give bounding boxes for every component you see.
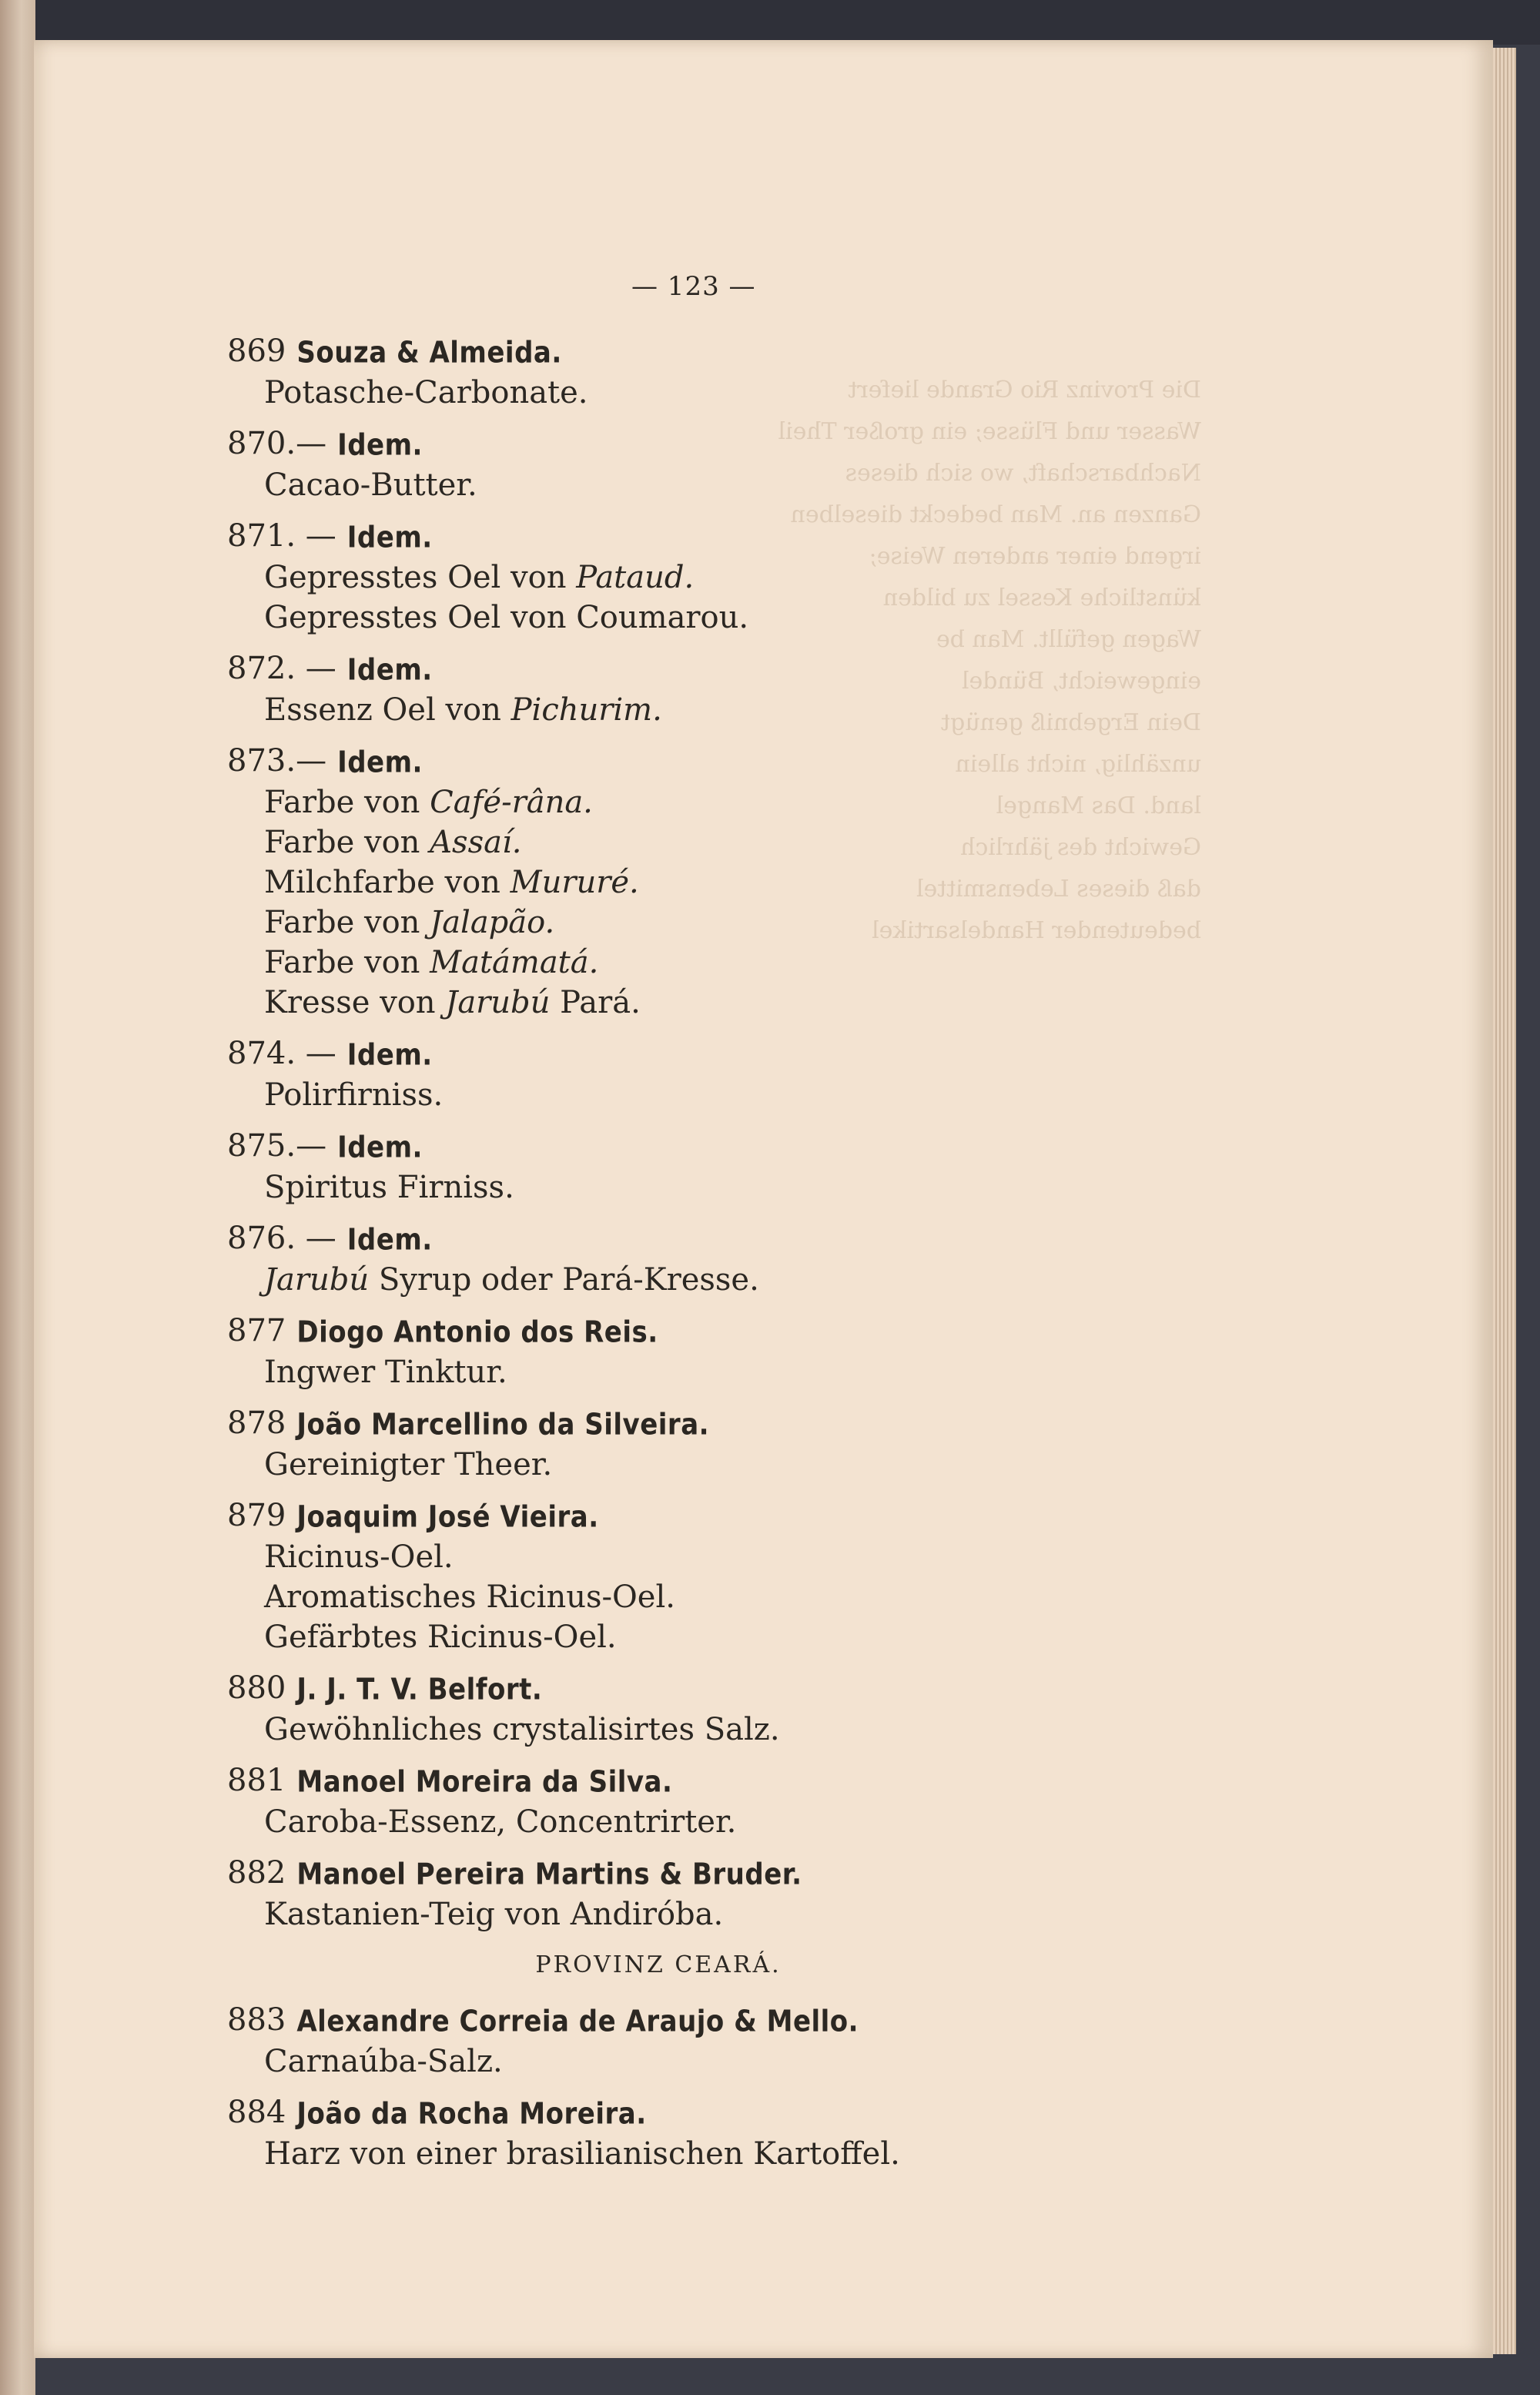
catalog-entry (227, 1403, 1190, 1485)
product-text: Farbe von (264, 785, 430, 820)
product-item (227, 690, 1190, 730)
catalog-entry (227, 648, 1190, 730)
exhibitor-name: Manoel Moreira da Silva. (296, 1764, 673, 1800)
exhibitor-name: Idem. (337, 427, 423, 463)
catalog-entry (227, 1853, 1190, 1934)
exhibitor-name: Alexandre Correia de Araujo & Mello. (296, 2004, 859, 2039)
entry-number: 871. — (227, 518, 336, 554)
product-item (227, 822, 1190, 863)
product-text: Farbe von (264, 825, 430, 860)
entry-number: 880 (227, 1670, 286, 1706)
catalog-entry (227, 424, 1190, 505)
entry-number: 879 (227, 1498, 286, 1533)
entry-number: 869 (227, 333, 286, 369)
exhibitor-name: Idem. (346, 1222, 433, 1258)
product-item (227, 373, 1190, 413)
entry-number: 881 (227, 1763, 286, 1798)
entry-group-ceara (227, 2000, 1190, 2174)
catalog-entry (227, 1033, 1190, 1115)
product-text: Kresse von (264, 985, 446, 1020)
product-item (227, 1075, 1190, 1115)
product-name-italic: Assaí. (430, 825, 522, 860)
product-text: Gereinigter Theer. (264, 1447, 553, 1482)
exhibitor-name: João Marcellino da Silveira. (296, 1407, 710, 1442)
entry-number: 882 (227, 1855, 286, 1891)
entry-number: 877 (227, 1313, 286, 1348)
entry-number: 873.— (227, 743, 327, 779)
entry-head (227, 1853, 1190, 1894)
entry-number: 875.— (227, 1128, 327, 1164)
entry-head (227, 1218, 1190, 1260)
catalog-entry (227, 741, 1190, 1023)
product-item (227, 943, 1190, 983)
entry-head (227, 1126, 1190, 1167)
product-text: Milchfarbe von (264, 865, 511, 900)
exhibitor-name: Idem. (346, 1037, 433, 1073)
product-item (227, 1167, 1190, 1208)
entry-number: 884 (227, 2095, 286, 2130)
product-text: Potasche-Carbonate. (264, 375, 588, 410)
product-item (227, 1352, 1190, 1392)
catalog-entry (227, 2092, 1190, 2174)
entry-head (227, 2000, 1190, 2042)
product-text-suffix: Syrup oder Pará-Kresse. (369, 1262, 759, 1298)
product-item (227, 1894, 1190, 1934)
product-text: Caroba-Essenz, Concentrirter. (264, 1804, 737, 1840)
catalog-entry (227, 331, 1190, 413)
entry-head (227, 516, 1190, 558)
bleed-through-text: Die Provinz Rio Grande liefert Wasser und Flüsse; ein großer Theil Nachbarschaft, wo sich dieses Ganzen an. Man bedeckt dieselben irgend einer anderen Weise; künstliche Kessel zu bilden Wagen gefüllt. Man be eingeweicht, Bündel Dein Ergebniß genügt unzählig, nicht allein land. Das Mangel Gewicht des jährlich daß dieses Lebensmittel bedeutender Handelsartikel (778, 377, 1201, 944)
exhibitor-name: João da Rocha Moreira. (296, 2096, 647, 2132)
exhibitor-name: Manoel Pereira Martins & Bruder. (296, 1857, 802, 1892)
entry-head (227, 1496, 1190, 1537)
product-text: Farbe von (264, 905, 430, 940)
product-text: Cacao-Butter. (264, 467, 477, 503)
product-text: Ingwer Tinktur. (264, 1355, 507, 1390)
exhibitor-name: J. J. T. V. Belfort. (296, 1672, 543, 1707)
product-item (227, 2134, 1190, 2174)
product-name-italic: Mururé. (510, 865, 639, 900)
product-name-italic: Pichurim. (511, 692, 662, 728)
product-item (227, 1710, 1190, 1750)
product-item (227, 1802, 1190, 1842)
entry-number: 883 (227, 2002, 286, 2038)
product-item (227, 863, 1190, 903)
entry-number: 876. — (227, 1221, 336, 1256)
product-item (227, 983, 1190, 1023)
entry-number: 878 (227, 1405, 286, 1441)
product-text: Carnaúba-Salz. (264, 2044, 503, 2079)
catalog-entry (227, 1311, 1190, 1392)
entry-number: 872. — (227, 651, 336, 686)
page-number: — 123 — (631, 271, 756, 302)
product-item (227, 1537, 1190, 1577)
entry-head (227, 1668, 1190, 1710)
product-text: Harz von einer brasilianischen Kartoffel. (264, 2136, 900, 2172)
entry-head (227, 1760, 1190, 1802)
section-heading: PROVINZ CEARÁ. (535, 1951, 782, 1978)
product-text: Kastanien-Teig von Andiróba. (264, 1897, 724, 1932)
catalog-entry (227, 516, 1190, 638)
product-item (227, 1445, 1190, 1485)
product-text: Ricinus-Oel. (264, 1539, 454, 1575)
product-text: Essenz Oel von (264, 692, 511, 728)
entry-list (227, 331, 1190, 2185)
entry-head (227, 1403, 1190, 1445)
product-item (227, 598, 1190, 638)
product-text: Gepresstes Oel von Coumarou. (264, 600, 749, 635)
exhibitor-name: Idem. (337, 745, 423, 780)
product-item (227, 1617, 1190, 1657)
entry-head (227, 331, 1190, 373)
entry-head (227, 424, 1190, 465)
product-text-suffix: Pará. (550, 985, 641, 1020)
product-item (227, 1577, 1190, 1617)
product-item (227, 903, 1190, 943)
product-name-italic: Jalapão. (430, 905, 555, 940)
entry-head (227, 2092, 1190, 2134)
exhibitor-name: Joaquim José Vieira. (296, 1499, 599, 1535)
product-item (227, 558, 1190, 598)
catalog-entry (227, 1760, 1190, 1842)
catalog-entry (227, 1218, 1190, 1300)
product-text: Spiritus Firniss. (264, 1170, 514, 1205)
product-name-italic: Jarubú (445, 985, 551, 1020)
product-name-italic: Pataud. (576, 560, 695, 595)
entry-head (227, 1311, 1190, 1352)
exhibitor-name: Diogo Antonio dos Reis. (296, 1315, 658, 1350)
entry-head (227, 648, 1190, 690)
product-name-italic: Jarubú (264, 1262, 370, 1298)
exhibitor-name: Idem. (346, 652, 433, 688)
product-name-italic: Matámatá. (430, 945, 599, 980)
product-text: Gepresstes Oel von (264, 560, 577, 595)
exhibitor-name: Souza & Almeida. (296, 335, 562, 370)
product-text: Polirfirniss. (264, 1077, 444, 1113)
entry-number: 870.— (227, 426, 327, 461)
catalog-entry (227, 2000, 1190, 2082)
catalog-entry (227, 1126, 1190, 1208)
product-text: Aromatisches Ricinus-Oel. (264, 1579, 675, 1615)
catalog-entry (227, 1668, 1190, 1750)
entry-head (227, 1033, 1190, 1075)
product-name-italic: Café-râna. (430, 785, 593, 820)
entry-group-para (227, 331, 1190, 1934)
catalog-entry (227, 1496, 1190, 1657)
product-item (227, 782, 1190, 822)
entry-head (227, 741, 1190, 782)
entry-number: 874. — (227, 1036, 336, 1071)
product-text: Farbe von (264, 945, 430, 980)
product-text: Gefärbtes Ricinus-Oel. (264, 1620, 617, 1655)
exhibitor-name: Idem. (346, 520, 433, 555)
product-item (227, 1260, 1190, 1300)
product-item (227, 465, 1190, 505)
product-item (227, 2042, 1190, 2082)
exhibitor-name: Idem. (337, 1130, 423, 1165)
product-text: Gewöhnliches crystalisirtes Salz. (264, 1712, 780, 1747)
